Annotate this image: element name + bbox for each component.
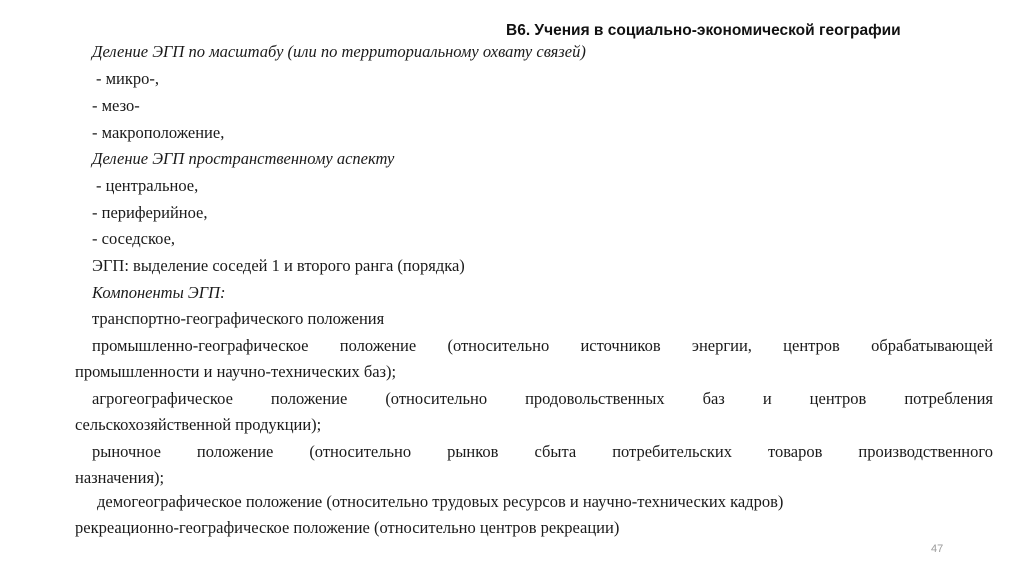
scale-item-micro: - микро-, xyxy=(96,69,160,88)
neighbors-line: ЭГП: выделение соседей 1 и второго ранга (порядка) xyxy=(92,256,465,275)
slide-title: В6. Учения в социально-экономической географии xyxy=(506,22,901,39)
component-agro-line2: сельскохозяйственной продукции); xyxy=(75,415,322,434)
scale-item-meso: - мезо- xyxy=(92,96,140,115)
component-market xyxy=(75,439,993,491)
spatial-item-central: - центральное, xyxy=(96,176,199,195)
spatial-item-neighbor: - соседское, xyxy=(92,229,176,248)
component-market-line1: рыночное положение (относительно рынков сбыта потребительских товаров производственного xyxy=(92,442,993,461)
component-industrial xyxy=(75,333,993,385)
component-transport: транспортно-географического положения xyxy=(92,309,385,328)
scale-item-macro: - макроположение, xyxy=(92,123,225,142)
component-industrial-line1: промышленно-географическое положение (относительно источников энергии, центров обрабатывающей xyxy=(92,336,993,355)
component-demographic: демогеографическое положение (относительно трудовых ресурсов и научно-технических кадров) xyxy=(97,492,784,511)
scale-heading: Деление ЭГП по масштабу (или по территориальному охвату связей) xyxy=(92,42,586,61)
spatial-item-peripheral: - периферийное, xyxy=(92,203,208,222)
component-agro xyxy=(75,386,993,438)
component-recreational: рекреационно-географическое положение (относительно центров рекреации) xyxy=(75,518,620,537)
components-heading: Компоненты ЭГП: xyxy=(92,283,226,302)
component-industrial-line2: промышленности и научно-технических баз); xyxy=(75,362,397,381)
component-agro-line1: агрогеографическое положение (относительно продовольственных баз и центров потребления xyxy=(92,389,993,408)
page-number: 47 xyxy=(931,543,944,555)
spatial-heading: Деление ЭГП пространственному аспекту xyxy=(92,149,395,168)
component-market-line2: назначения); xyxy=(75,468,165,487)
